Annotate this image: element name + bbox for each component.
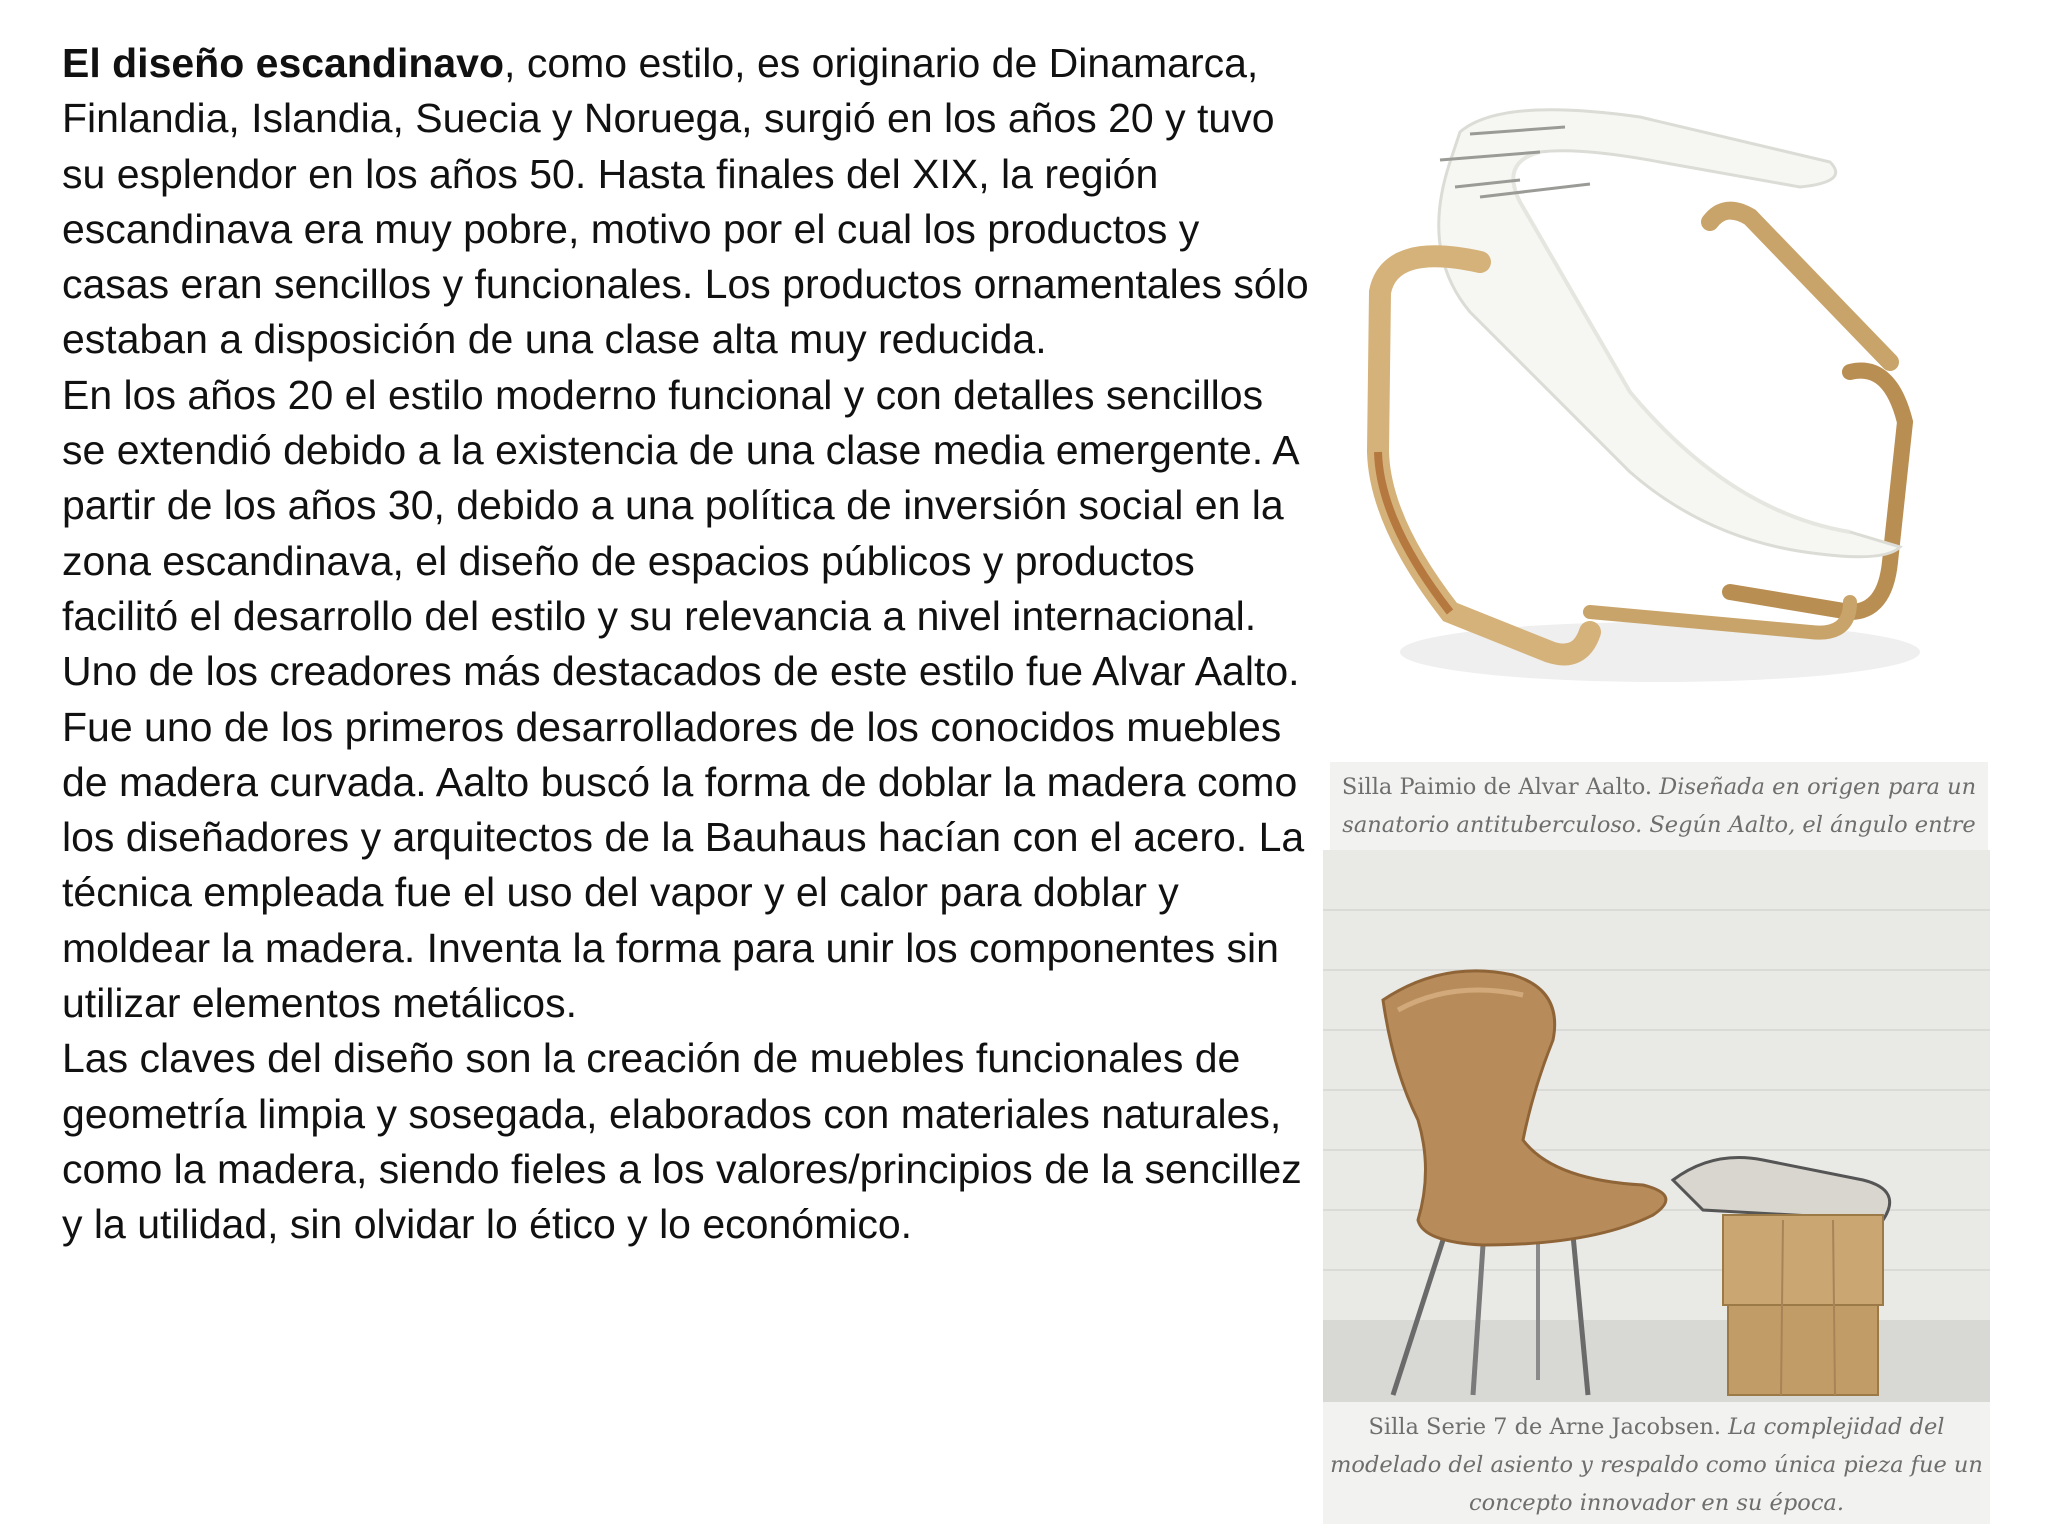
article-body [62, 36, 1312, 1253]
paragraph-2: En los años 20 el estilo moderno funcional y con detalles sencillos se extendió debido a la existencia de una clase media emergente. A partir de los años 30, debido a una política de inversión social en la zona escandinava, el diseño de espacios públicos y productos facilitó el desarrollo del estilo y su relevancia a nivel internacional. [62, 371, 1298, 639]
paragraph-3: Uno de los creadores más destacados de este estilo fue Alvar Aalto. Fue uno de los primeros desarrolladores de los conocidos muebles de madera curvada. Aalto buscó la forma de doblar la madera como los diseñadores y arquitectos de la Bauhaus hacían con el acero. La técnica empleada fue el uso del vapor y el calor para doblar y moldear la madera. Inventa la forma para unir los componentes sin utilizar elementos metálicos. [62, 648, 1305, 1027]
paragraph-1-lead: El diseño escandinavo [62, 40, 505, 86]
figure-1-caption-plain: Silla Paimio de Alvar Aalto. [1341, 774, 1652, 800]
series7-chair-image [1323, 850, 1990, 1402]
figure-2-caption-italic: La complejidad del modelado del asiento y respaldo como única pieza fue un concepto innovador en su época. [1330, 1414, 1983, 1516]
paragraph-4: Las claves del diseño son la creación de muebles funcionales de geometría limpia y sosegada, elaborados con materiales naturales, como la madera, siendo fieles a los valores/principios de la sencillez y la utilidad, sin olvidar lo ético y lo económico. [62, 1035, 1302, 1248]
figure-1-caption-italic: Diseñada en origen para un sanatorio antituberculoso. Según Aalto, el ángulo entre [1342, 774, 1977, 838]
figure-series7-chair [1323, 850, 1990, 1523]
paragraph-1-text: , como estilo, es originario de Dinamarca, Finlandia, Islandia, Suecia y Noruega, surgió en los años 20 y tuvo su esplendor en los años 50. Hasta finales del XIX, la región escandinava era muy pobre, motivo por el cual los productos y casas eran sencillos y funcionales. Los productos ornamentales sólo estaban a disposición de una clase alta muy reducida. [62, 40, 1309, 363]
paragraph-1 [62, 36, 1312, 368]
figure-paimio-chair [1330, 92, 1988, 838]
figure-2-caption-plain: Silla Serie 7 de Arne Jacobsen. [1368, 1414, 1721, 1440]
paimio-chair-image [1330, 92, 1988, 762]
figure-2-caption [1323, 1402, 1990, 1524]
